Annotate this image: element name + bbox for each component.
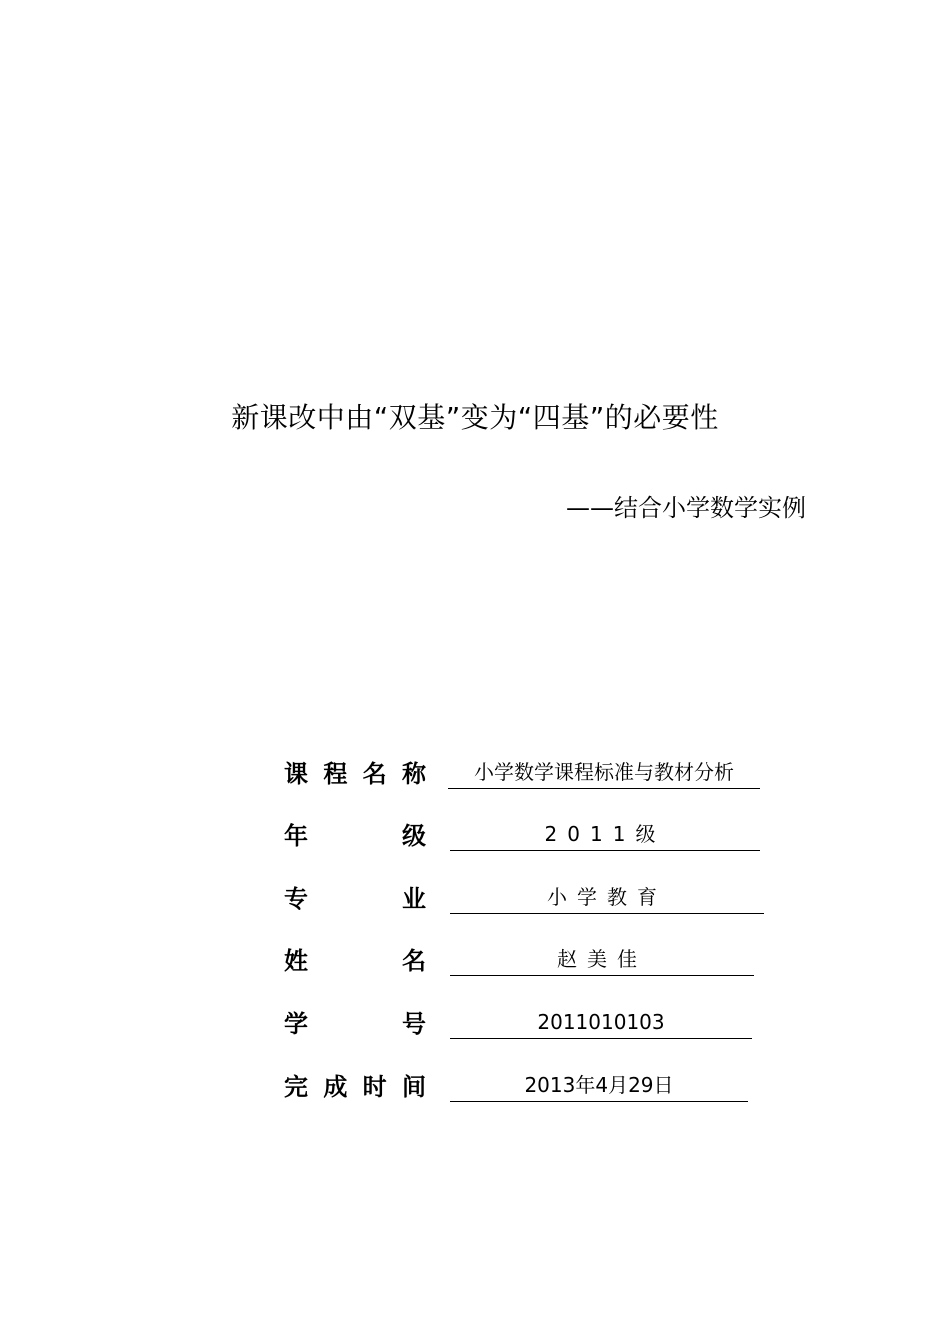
label-char: 成: [323, 1073, 348, 1101]
label-char: 称: [401, 760, 426, 788]
label-char: 完: [284, 1073, 308, 1101]
label-char: 号: [402, 1010, 426, 1038]
label-char: 年: [284, 822, 308, 850]
label-char: 专: [284, 885, 308, 913]
label-char: 名: [402, 947, 426, 975]
student-id-value: 2011010103: [450, 1008, 752, 1039]
completion-date-value: 2013年4月29日: [450, 1071, 748, 1102]
label-char: 时: [362, 1073, 387, 1101]
student-name-value: 赵美佳: [450, 945, 754, 976]
label-char: 业: [402, 885, 426, 913]
info-label-major: [284, 879, 426, 919]
label-char: 名: [362, 760, 387, 788]
label-char: 程: [323, 760, 348, 788]
label-char: 学: [284, 1010, 308, 1038]
info-label-date: [284, 1067, 426, 1107]
course-name-value: 小学数学课程标准与教材分析: [448, 758, 760, 789]
grade-value: 2011级: [450, 820, 760, 851]
label-char: 课: [284, 760, 308, 788]
document-title: 新课改中由“双基”变为“四基”的必要性: [231, 401, 719, 434]
info-label-name: [284, 941, 426, 981]
label-char: 级: [402, 822, 426, 850]
major-value: 小学教育: [450, 883, 764, 914]
document-subtitle: ——结合小学数学实例: [566, 494, 806, 522]
label-char: 间: [401, 1073, 426, 1101]
info-label-student-id: [284, 1004, 426, 1044]
label-char: 姓: [284, 947, 308, 975]
info-label-course: [284, 754, 426, 794]
info-label-grade: [284, 816, 426, 856]
